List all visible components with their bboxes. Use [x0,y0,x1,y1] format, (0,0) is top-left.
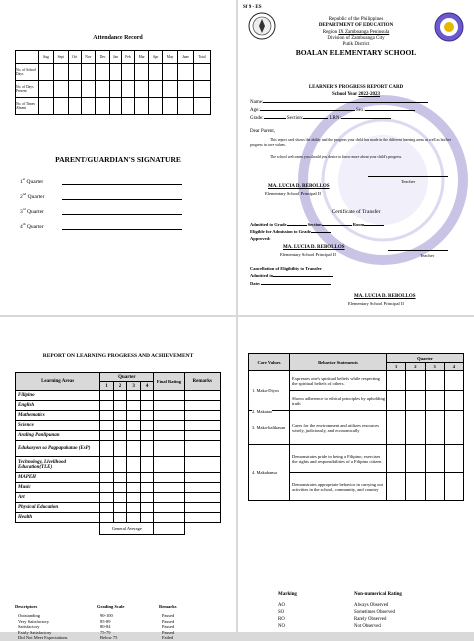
region-text: Region IX Zamboanga Peninsula [322,29,390,35]
general-average-label: General Average [100,523,154,535]
month-feb: Feb [121,51,134,64]
signature-line-3[interactable] [62,214,182,215]
subject-cell: MAPEH [16,473,100,483]
principal-title: Elementary School Principal II [265,191,321,196]
marking-row: AO Always Observed [278,603,389,608]
age-field[interactable]: Age: Sex: [250,108,415,113]
subject-cell: Physical Education [16,503,100,513]
marking-header: Marking [278,592,297,597]
subject-cell: Science [16,421,100,431]
subject-cell: Filipino [16,391,100,401]
name-field[interactable]: Name: [250,100,428,105]
signature-title: PARENT/GUARDIAN'S SIGNATURE [55,155,181,164]
marking-row: NO Not Observed [278,624,381,629]
signature-line-4[interactable] [62,229,182,230]
letter-paragraph-1: This report card shows the ability and the progress your child has made in the different learning areas as well as his/her progress in core values. [250,138,451,147]
department-text: DEPARTMENT OF EDUCATION [318,23,394,29]
district-text: Putik District [342,42,370,48]
cv-quarter-4-header: 4 [444,363,463,371]
core-value-cell: 4. Makabansa [249,445,290,501]
month-mar: Mar [135,51,149,64]
rating-header: Non-numerical Rating [354,592,402,597]
subject-cell: English [16,401,100,411]
subject-cell: Mathematics [16,411,100,421]
page-core-values [238,317,474,632]
cv-quarter-2-header: 2 [406,363,425,371]
transfer-teacher-label: Teacher [420,253,435,258]
col-remarks: Remarks [184,373,220,391]
month-sept: Sept [53,51,68,64]
subject-cell: Music [16,483,100,493]
month-apr: Apr [149,51,162,64]
descriptor-row: Fairly Satisfactory 75-79 Passed [18,629,175,635]
progress-title: REPORT ON LEARNING PROGRESS AND ACHIEVEMENT [42,353,194,359]
admitted-grade-field[interactable]: Admitted to Grade Section Room [250,222,384,227]
subject-cell: Art [16,493,100,503]
col-quarter: Quarter [100,373,154,382]
month-nov: Nov [81,51,96,64]
core-value-cell: 3. Maka-kalikasan [249,411,290,445]
report-card-title: LEARNER'S PROGRESS REPORT CARD [308,85,404,90]
school-name: BOALAN ELEMENTARY SCHOOL [295,48,417,58]
transfer-teacher-line[interactable] [388,250,448,251]
dear-parent: Dear Parent, [250,129,275,134]
descriptor-row: Did Not Meet Expectations Below 75 Failed [18,635,174,640]
descriptor-row: Outstanding 90-100 Passed [18,613,175,618]
core-value-cell: 1. Maka-Diyos [249,371,290,411]
behavior-statement: Cares for the environment and utilizes resources wisely, judiciously, and economically [290,411,387,445]
descriptor-row: Very Satisfactory 85-89 Passed [18,618,175,624]
col-behavior-statements: Behavior Statements [290,354,387,371]
behavior-statement: Shows adherence to ethical principles by upholding truth [290,391,387,411]
descriptor-row: Satisfactory 80-84 Passed [18,624,175,629]
signature-line-2[interactable] [62,199,182,200]
eligible-field[interactable]: Eligible for Admission to Grade [250,229,331,234]
attendance-title: Attendance Record [93,35,143,41]
approved-label: Approved: [250,236,271,241]
month-dec: Dec [96,51,110,64]
deped-seal-icon [248,12,276,40]
marking-row: SO Sometimes Observed [278,610,395,615]
principal-name: MA. LUCIA D. REBOLLOS [268,184,330,189]
school-year: School Year 2022-2023 [331,92,381,97]
attendance-row-label: No. of Times Absent [16,98,39,115]
grades-table [15,372,221,535]
col-learning-areas: Learning Areas [16,373,100,391]
transfer-principal-title: Elementary School Principal II [280,252,336,257]
month-jan: Jan [110,51,122,64]
behavior-statement: Expresses one's spiritual beliefs while respecting the spiritual beliefs of others. [290,371,387,391]
transfer-principal-name: MA. LUCIA D. REBOLLOS [283,245,345,250]
quarter-1-header: 1 [100,382,114,391]
attendance-row-label: No. of Days Present [16,81,39,98]
subject-cell: Araling Panlipunan [16,431,100,441]
cv-quarter-3-header: 3 [425,363,444,371]
month-total: Total [193,51,210,64]
signature-quarter-2: 2nd Quarter [20,192,45,200]
behavior-statement: Demonstrates pride in being a Filipino; exercises the rights and responsibilities of a Filipino citizen [290,445,387,473]
makatao-label: 2. Makatao [252,409,273,414]
marking-row: RO Rarely Observed [278,617,387,622]
attendance-row-label: No. of School Days [16,64,39,81]
marking-rows [278,602,395,630]
cv-quarter-1-header: 1 [387,363,406,371]
descriptor-header: Descriptors [15,604,38,609]
month-aug: Aug [39,51,54,64]
descriptor-table [15,602,215,611]
admitted-in-field[interactable]: Admitted in [250,273,333,278]
month-may: May [162,51,178,64]
month-june: June [178,51,194,64]
letter-paragraph-2: The school welcomes you should you desire to know more about your child's progress. [270,155,403,159]
signature-quarter-4: 4th Quarter [20,222,44,230]
subject-cell: Technology, Livelihood Education(TLE) [16,457,100,473]
quarter-3-header: 3 [127,382,141,391]
cancellation-principal-title: Elementary School Principal II [348,301,404,306]
signature-line-1[interactable] [62,184,182,185]
signature-quarter-1: 1st Quarter [20,177,44,185]
quarter-4-header: 4 [140,382,154,391]
page-attendance [0,0,236,315]
attendance-table [15,50,211,115]
transfer-title: Certificate of Transfer [331,209,381,215]
quarter-2-header: 2 [113,382,127,391]
date-field[interactable]: Date: [250,281,331,286]
month-oct: Oct [68,51,81,64]
behavior-statement: Demonstrates appropriate behavior in carrying out activities in the school, community, and country [290,473,387,501]
division-text: Division of Zamboanga City [327,35,385,41]
school-seal-icon [434,12,464,42]
grading-scale-header: Grading Scale [97,604,125,609]
signature-quarter-3: 3rd Quarter [20,207,44,215]
col-final-rating: Final Rating [154,373,184,391]
col-cv-quarter: Quarter [387,354,464,363]
descriptor-rows [18,613,174,641]
page-learning-progress [0,317,236,640]
teacher-signature-line[interactable] [368,176,448,177]
teacher-label: Teacher [401,179,416,184]
grade-field[interactable]: Grade: Section: LRN: [250,116,391,121]
republic-text: Republic of the Philippines [328,17,384,22]
page-report-card-cover [238,0,474,315]
core-values-table [248,353,464,501]
cancellation-label: Cancellation of Eligibility to Transfer [250,266,322,271]
subject-cell: Edukasyon sa Pagpapakatao (EsP) [16,441,100,457]
remarks-header: Remarks [159,604,177,609]
form-code: Sf 9 - ES [243,5,262,10]
cancellation-principal-name: MA. LUCIA D. REBOLLOS [354,294,416,299]
subject-cell: Health [16,513,100,523]
col-core-values: Core Values [249,354,290,371]
